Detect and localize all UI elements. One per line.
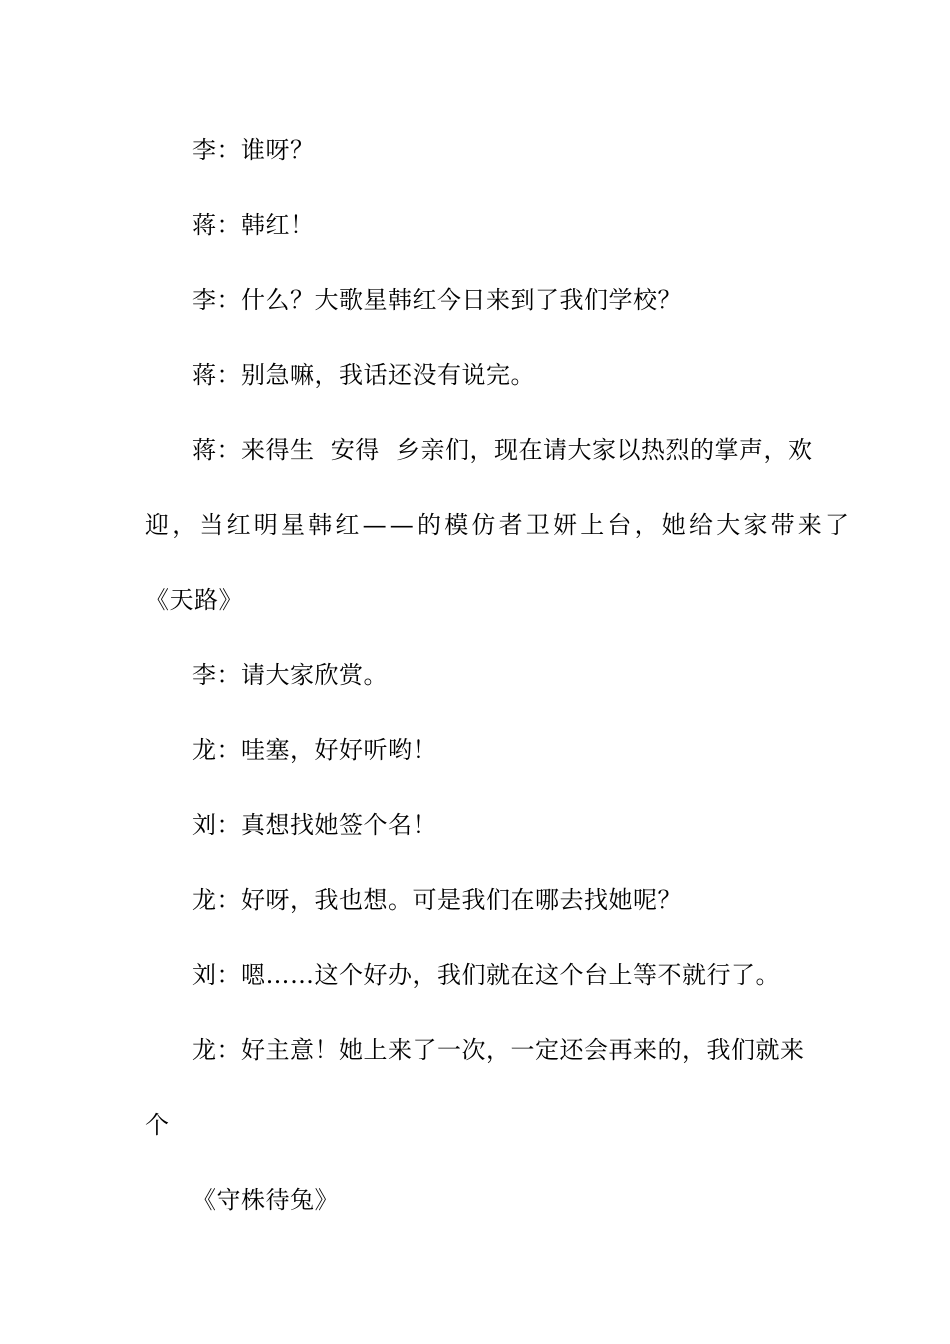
dialogue-line: 刘：嗯……这个好办，我们就在这个台上等不就行了。 (192, 961, 780, 989)
dialogue-line: 刘：真想找她签个名！ (192, 811, 437, 839)
dialogue-line: 李：请大家欣赏。 (192, 661, 388, 689)
dialogue-line: 李：谁呀？ (192, 136, 315, 164)
idiom-title: 《守株待兔》 (192, 1186, 339, 1214)
dialogue-line: 龙：好主意！她上来了一次，一定还会再来的，我们就来 (192, 1036, 805, 1064)
dialogue-line: 龙：好呀，我也想。可是我们在哪去找她呢？ (192, 886, 682, 914)
song-title: 《天路》 (145, 586, 243, 614)
dialogue-line-continuation: 个 (145, 1111, 170, 1139)
dialogue-line: 蒋：来得生 安得 乡亲们，现在请大家以热烈的掌声，欢 (192, 436, 813, 464)
dialogue-line: 龙：哇塞，好好听哟！ (192, 736, 437, 764)
dialogue-line: 李：什么？大歌星韩红今日来到了我们学校？ (192, 286, 682, 314)
dialogue-line: 蒋：韩红！ (192, 211, 315, 239)
dialogue-line: 蒋：别急嘛，我话还没有说完。 (192, 361, 535, 389)
dialogue-line-continuation: 迎，当红明星韩红——的模仿者卫妍上台，她给大家带来了 (145, 511, 853, 539)
